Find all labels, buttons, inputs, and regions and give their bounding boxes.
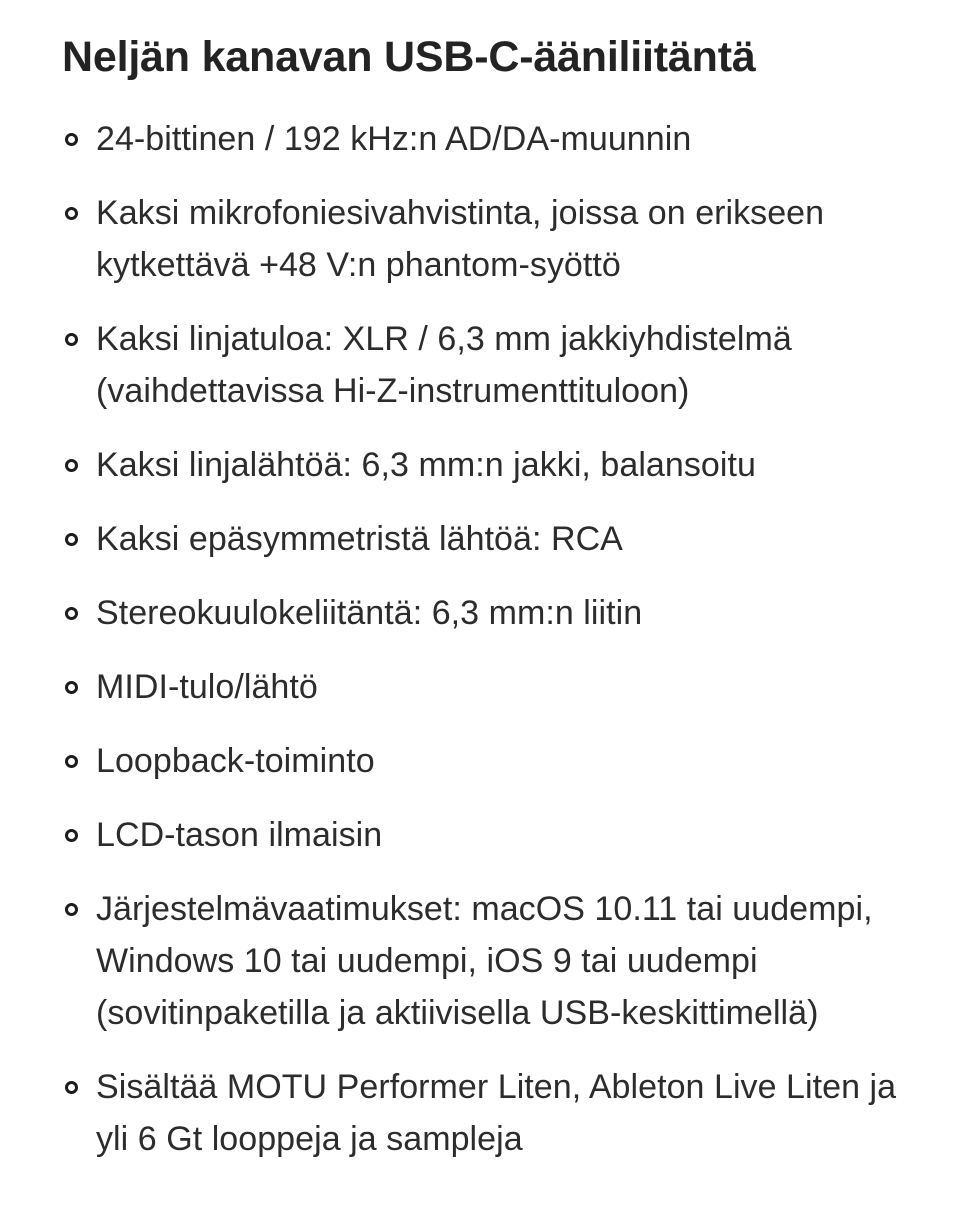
list-item-label: LCD-tason ilmaisin [96,816,383,854]
circle-bullet-icon [65,207,78,220]
list-item-label: MIDI-tulo/lähtö [96,668,318,706]
list-item-label: Sisältää MOTU Performer Liten, Ableton Live Liten ja yli 6 Gt looppeja ja sampleja [96,1068,897,1158]
list-item [62,735,914,787]
circle-bullet-icon [65,755,78,768]
circle-bullet-icon [65,533,78,546]
list-item [62,587,914,639]
circle-bullet-icon [65,333,78,346]
circle-bullet-icon [65,681,78,694]
circle-bullet-icon [65,133,78,146]
circle-bullet-icon [65,903,78,916]
list-item [62,809,914,861]
specification-list [62,113,914,1165]
list-item-label: Kaksi linjatuloa: XLR / 6,3 mm jakkiyhdistelmä (vaihdettavissa Hi-Z-instrumenttituloon) [96,320,792,410]
circle-bullet-icon [65,829,78,842]
circle-bullet-icon [65,459,78,472]
list-item [62,661,914,713]
list-item [62,883,914,1039]
list-item [62,439,914,491]
list-item-label: 24-bittinen / 192 kHz:n AD/DA-muunnin [96,120,692,158]
list-item [62,513,914,565]
list-item-label: Kaksi mikrofoniesivahvistinta, joissa on erikseen kytkettävä +48 V:n phantom-syöttö [96,194,825,284]
list-item-label: Kaksi epäsymmetristä lähtöä: RCA [96,520,623,558]
list-item-label: Loopback-toiminto [96,742,375,780]
list-item [62,1061,914,1165]
list-item [62,313,914,417]
page-title: Neljän kanavan USB-C-ääniliitäntä [62,33,756,81]
circle-bullet-icon [65,607,78,620]
list-item-label: Stereokuulokeliitäntä: 6,3 mm:n liitin [96,594,643,632]
list-item [62,187,914,291]
circle-bullet-icon [65,1081,78,1094]
list-item [62,113,914,165]
list-item-label: Kaksi linjalähtöä: 6,3 mm:n jakki, balansoitu [96,446,756,484]
list-item-label: Järjestelmävaatimukset: macOS 10.11 tai uudempi, Windows 10 tai uudempi, iOS 9 tai uudempi (sovitinpaketilla ja aktiivisella USB-keskittimellä) [96,890,873,1032]
